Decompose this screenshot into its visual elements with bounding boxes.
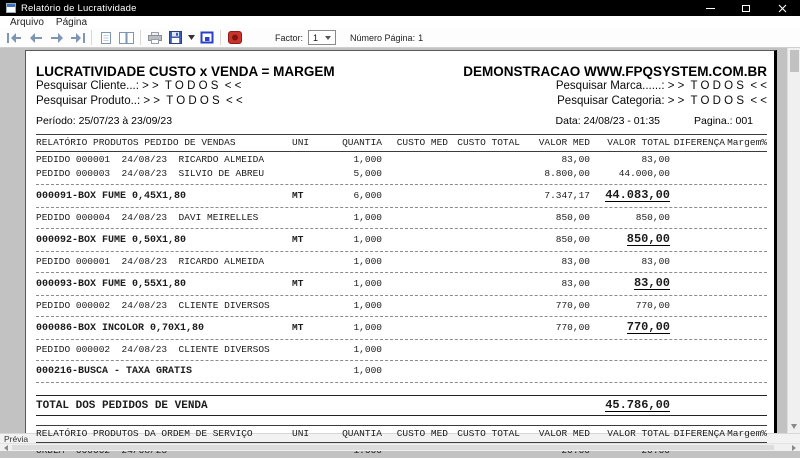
two-page-icon <box>118 31 135 45</box>
two-page-view-button[interactable] <box>116 29 137 47</box>
maximize-icon <box>742 5 750 12</box>
filter-cliente: Pesquisar Cliente...: > > T O D O S < < <box>36 80 242 92</box>
cell-desc: PEDIDO 000001 24/08/23 RICARDO ALMEIDA <box>36 154 265 165</box>
table-header-row <box>36 134 767 152</box>
dashed-separator <box>36 316 767 317</box>
menu-arquivo[interactable]: Arquivo <box>10 16 44 28</box>
scroll-left-arrow-icon[interactable] <box>4 445 8 451</box>
table-row <box>36 167 767 181</box>
cell-quantia: 1,000 <box>353 256 382 267</box>
cell-valor_total: VALOR TOTAL <box>607 428 670 439</box>
dashed-separator <box>36 207 767 208</box>
dashed-separator <box>36 360 767 361</box>
printer-icon <box>148 32 162 44</box>
page-number-label: Número Página: <box>350 32 416 43</box>
last-page-button[interactable] <box>67 29 88 47</box>
cell-quantia: QUANTIA <box>342 137 382 148</box>
table-row <box>36 343 767 357</box>
group-row <box>36 364 767 379</box>
table-header-row <box>36 425 767 443</box>
scroll-right-arrow-icon[interactable] <box>792 445 796 451</box>
save-icon <box>169 31 182 44</box>
cell-quantia: 1,000 <box>353 300 382 311</box>
close-button[interactable] <box>764 0 800 16</box>
app-icon <box>6 3 16 13</box>
filter-marca: Pesquisar Marca......: > > T O D O S < < <box>555 80 767 92</box>
cell-desc: RELATÓRIO PRODUTOS PEDIDO DE VENDAS <box>36 137 236 148</box>
menu-pagina[interactable]: Página <box>55 16 88 28</box>
dashed-separator <box>36 184 767 185</box>
maximize-button[interactable] <box>728 0 764 16</box>
cell-uni: UNI <box>292 137 310 148</box>
cell-desc: 000216-BUSCA - TAXA GRATIS <box>36 366 193 377</box>
dashed-separator <box>36 251 767 252</box>
cell-valor_total: 83,00 <box>641 154 670 165</box>
close-report-button[interactable] <box>224 29 245 47</box>
horizontal-scrollbar[interactable] <box>0 443 800 451</box>
save-button[interactable] <box>165 29 186 47</box>
table-row <box>36 211 767 225</box>
cell-quantia: 5,000 <box>353 168 382 179</box>
cell-quantia: QUANTIA <box>342 428 382 439</box>
cell-diferenca: DIFERENÇA <box>673 428 725 439</box>
cell-quantia: 1,000 <box>353 344 382 355</box>
cell-diferenca: DIFERENÇA <box>673 137 725 148</box>
cell-valor_total: 44.000,00 <box>618 168 670 179</box>
cell-valor_total: 83,00 <box>633 276 670 290</box>
cell-custo_total: CUSTO TOTAL <box>457 137 520 148</box>
cell-quantia: 1,000 <box>353 365 382 376</box>
factor-label: Factor: <box>275 32 304 43</box>
horizontal-scrollbar-thumb[interactable] <box>12 445 774 450</box>
select-caret-icon <box>325 36 331 40</box>
window-controls <box>692 0 800 16</box>
report-demo-title: DEMONSTRACAO WWW.FPQSYSTEM.COM.BR <box>463 64 767 79</box>
report-meta <box>463 115 767 127</box>
toolbar-separator <box>140 30 141 45</box>
vertical-scrollbar[interactable] <box>787 48 800 433</box>
table-row <box>36 255 767 269</box>
close-icon <box>778 4 787 13</box>
cell-valor_total: 83,00 <box>641 256 670 267</box>
cell-margem: Margem% <box>727 137 767 148</box>
report-page <box>25 50 777 439</box>
cell-uni: MT <box>292 190 304 201</box>
page-setup-button[interactable] <box>196 29 217 47</box>
table-row <box>36 299 767 313</box>
previous-page-button[interactable] <box>25 29 46 47</box>
window-title: Relatório de Lucratividade <box>21 2 137 14</box>
dropdown-caret-icon <box>188 35 195 40</box>
report-header-right <box>463 64 767 127</box>
cell-uni: MT <box>292 234 304 245</box>
group-row <box>36 320 767 336</box>
cell-quantia: 6,000 <box>353 190 382 201</box>
cell-valor_med: 850,00 <box>555 234 590 245</box>
cell-valor_med: 83,00 <box>561 256 590 267</box>
cell-desc: TOTAL DOS PEDIDOS DE VENDA <box>36 400 208 412</box>
cell-custo_total: CUSTO TOTAL <box>457 428 520 439</box>
cell-quantia: 1,000 <box>353 322 382 333</box>
single-page-icon <box>100 31 112 45</box>
cell-desc: 000092-BOX FUME 0,50X1,80 <box>36 235 187 246</box>
cell-desc: PEDIDO 000002 24/08/23 CLIENTE DIVERSOS <box>36 344 270 355</box>
table-row <box>36 153 767 167</box>
last-page-icon <box>70 33 85 43</box>
total-row <box>36 395 767 416</box>
cell-quantia: 1,000 <box>353 212 382 223</box>
page-number-value: 1 <box>418 32 424 43</box>
factor-value: 1 <box>313 32 319 43</box>
cell-valor_total: 770,00 <box>626 320 670 334</box>
row-spacer <box>36 417 767 424</box>
cell-desc: 000093-BOX FUME 0,55X1,80 <box>36 279 187 290</box>
cell-valor_total: VALOR TOTAL <box>607 137 670 148</box>
cell-valor_med: 770,00 <box>555 322 590 333</box>
filter-categoria: Pesquisar Categoria: > > T O D O S < < <box>557 95 767 107</box>
cell-desc: 000086-BOX INCOLOR 0,70X1,80 <box>36 323 205 334</box>
cell-valor_total: 45.786,00 <box>605 398 670 412</box>
cell-uni: UNI <box>292 428 310 439</box>
cell-valor_total: 850,00 <box>635 212 670 223</box>
cell-desc: RELATÓRIO PRODUTOS DA ORDEM DE SERVIÇO <box>36 428 253 439</box>
report-title: LUCRATIVIDADE CUSTO x VENDA = MARGEM <box>36 64 335 79</box>
cell-desc: PEDIDO 000003 24/08/23 SILVIO DE ABREU <box>36 168 265 179</box>
filter-produto: Pesquisar Produto..: > > T O D O S < < <box>36 95 243 107</box>
cell-uni: MT <box>292 278 304 289</box>
first-page-icon <box>7 33 22 43</box>
cell-desc: PEDIDO 000004 24/08/23 DAVI MEIRELLES <box>36 212 259 223</box>
minimize-icon <box>706 8 715 9</box>
cell-valor_med: 7.347,17 <box>544 190 590 201</box>
close-report-icon <box>228 31 242 44</box>
titlebar <box>0 0 800 16</box>
single-page-view-button[interactable] <box>95 29 116 47</box>
report-rows <box>36 134 767 458</box>
dashed-separator <box>36 228 767 229</box>
cell-uni: MT <box>292 322 304 333</box>
cell-valor_med: VALOR MED <box>538 137 590 148</box>
cell-custo_med: CUSTO MED <box>396 137 448 148</box>
cell-margem: Margem% <box>727 428 767 439</box>
next-page-button[interactable] <box>46 29 67 47</box>
group-row <box>36 232 767 248</box>
cell-quantia: 1,000 <box>353 234 382 245</box>
cell-valor_total: 850,00 <box>626 232 670 246</box>
group-row <box>36 276 767 292</box>
cell-valor_total: 770,00 <box>635 300 670 311</box>
dashed-separator <box>36 382 767 383</box>
cell-valor_med: VALOR MED <box>538 428 590 439</box>
report-datetime: Data: 24/08/23 - 01:35 <box>555 115 661 127</box>
cell-valor_med: 770,00 <box>555 300 590 311</box>
report-period: Período: 25/07/23 à 23/09/23 <box>36 115 173 127</box>
page-setup-icon <box>200 31 214 44</box>
next-page-icon <box>50 33 64 43</box>
cell-valor_med: 83,00 <box>561 154 590 165</box>
cell-desc: PEDIDO 000001 24/08/23 RICARDO ALMEIDA <box>36 256 265 267</box>
print-button[interactable] <box>144 29 165 47</box>
cell-quantia: 1,000 <box>353 154 382 165</box>
scroll-down-arrow-icon[interactable] <box>791 424 797 429</box>
dashed-separator <box>36 272 767 273</box>
report-header-left <box>36 64 335 127</box>
previous-page-icon <box>29 33 43 43</box>
cell-valor_med: 83,00 <box>561 278 590 289</box>
dashed-separator <box>36 295 767 296</box>
cell-valor_med: 850,00 <box>555 212 590 223</box>
row-spacer <box>36 386 767 393</box>
toolbar-separator <box>91 30 92 45</box>
toolbar-separator <box>220 30 221 45</box>
cell-valor_med: 8.800,00 <box>544 168 590 179</box>
toolbar <box>0 28 800 48</box>
vertical-scrollbar-thumb[interactable] <box>790 50 799 72</box>
cell-custo_med: CUSTO MED <box>396 428 448 439</box>
cell-quantia: 1,000 <box>353 278 382 289</box>
menubar <box>0 16 800 28</box>
minimize-button[interactable] <box>692 0 728 16</box>
group-row <box>36 188 767 204</box>
report-header <box>36 64 767 127</box>
status-text: Prévia <box>4 433 29 444</box>
cell-desc: 000091-BOX FUME 0,45X1,80 <box>36 191 187 202</box>
cell-desc: PEDIDO 000002 24/08/23 CLIENTE DIVERSOS <box>36 300 270 311</box>
dashed-separator <box>36 339 767 340</box>
factor-select[interactable] <box>308 30 336 45</box>
first-page-button[interactable] <box>4 29 25 47</box>
save-dropdown-button[interactable] <box>187 29 196 47</box>
cell-valor_total: 44.083,00 <box>605 188 670 202</box>
report-page-label: Pagina.: 001 <box>694 115 753 127</box>
